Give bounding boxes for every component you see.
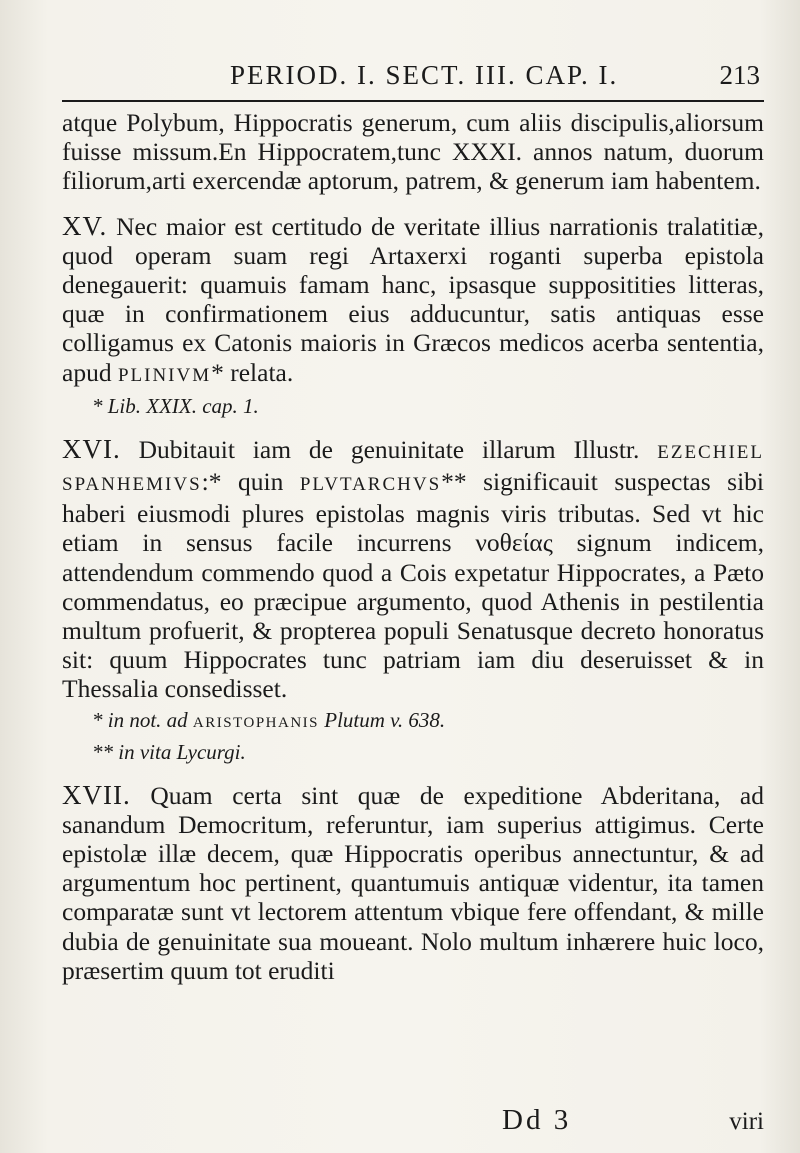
footnote-text: Plutum v. 638. — [319, 707, 446, 732]
footnote: ** in vita Lycurgi. — [92, 739, 246, 764]
paragraph-xv — [62, 212, 764, 390]
page-footer — [62, 1104, 764, 1140]
footnotes — [62, 392, 764, 421]
paragraph-text: Dubitauit iam de genuinitate illarum Illustr. — [120, 434, 658, 464]
page-header — [62, 58, 764, 102]
paragraph-continuation — [62, 108, 764, 196]
author-name: PLINIVM — [117, 364, 212, 386]
paragraph-text: :* quin — [201, 467, 300, 497]
signature-mark: Dd 3 — [502, 1104, 572, 1136]
author-name: PLVTARCHVS — [299, 474, 442, 496]
author-name: EZECHIEL SPANHEMIVS — [62, 441, 764, 496]
section-number: XVI. — [62, 433, 121, 464]
paragraph-text: Quam certa sint quæ de expeditione Abderitana, ad sanandum Democritum, referuntur, iam superius attigimus. Certe epistolæ illæ decem, quæ Hippocratis operibus annectuntur, & ad argumentum hoc pertinent, quantumuis antiquæ videntur, ita tamen comparatæ sunt vt lectorem attentum vbique fere offendant, & mille dubia de genuinitate sua moueant. Nolo multum inhærere huic loco, præsertim quum tot eruditi — [62, 780, 764, 985]
running-head: PERIOD. I. SECT. III. CAP. I. — [230, 60, 619, 90]
author-name: ARISTOPHANIS — [192, 714, 319, 731]
paragraph-text: * relata. — [211, 357, 294, 387]
section-number: XVII. — [62, 779, 131, 810]
page-body — [62, 108, 764, 985]
paragraph-text: atque Polybum, Hippocratis generum, cum aliis discipulis,aliorsum fuisse missum.En Hippocratem,tunc XXXI. annos natum, duorum filiorum,arti exercendæ aptorum, patrem, & generum iam habentem. — [62, 108, 764, 196]
footnotes — [62, 706, 764, 767]
footnote-text: * in not. ad — [92, 707, 193, 732]
paragraph-text: ** significauit suspectas sibi haberi eiusmodi plures epistolas magnis viris tributas. Sed vt hic etiam in sensus facile incurrens νοθείας signum indicem, attendendum commendo quod a Cois expetatur Hippocrates, a Pæto commendatus, eo præcipue argumento, quod Athenis in pestilentia multum profuerit, & propterea populi Senatusque decreto honoratus sit: quum Hippocrates tunc patriam iam diu deseruisset & in Thessalia consedisset. — [62, 467, 764, 704]
page-number: 213 — [719, 60, 760, 90]
section-number: XV. — [62, 210, 108, 241]
footnote: * Lib. XXIX. cap. 1. — [92, 393, 259, 418]
paragraph-xvi — [62, 435, 764, 704]
catchword: viri — [729, 1108, 764, 1135]
paragraph-xvii — [62, 781, 764, 985]
footnote — [62, 706, 764, 738]
paragraph-text: Nec maior est certitudo de veritate illius narrationis tralatitiæ, quod operam suam regi Artaxerxi roganti superba epistola denegauerit: quamuis famam hanc, ipsasque suppositities litteras, quæ in confirmationem eius adducuntur, satis antiquas esse colligamus ex Catonis maioris in Græcos medicos acerba sententia, apud — [62, 211, 764, 387]
